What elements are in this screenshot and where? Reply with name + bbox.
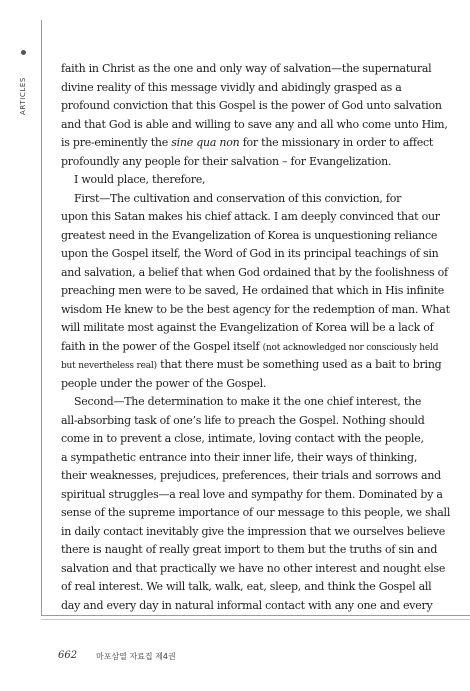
- page-frame-bottom-rule-light: [41, 619, 470, 620]
- text-line: will militate most against the Evangelization of Korea will be a lack of: [61, 321, 434, 334]
- text-line: people under the power of the Gospel.: [61, 376, 267, 390]
- text-line: [61, 338, 439, 357]
- text-line: preaching men were to be saved, He ordained that which in His infinite: [61, 284, 445, 297]
- text-line: profound conviction that this Gospel is the power of God unto salvation: [61, 99, 442, 112]
- text-line: sense of the supreme importance of our message to this people, we shall: [61, 506, 451, 519]
- text-line: faith in Christ as the one and only way of salvation—the supernatural: [61, 62, 432, 75]
- text-line: all-absorbing task of one’s life to preach the Gospel. Nothing should: [61, 413, 425, 427]
- text-line: Second—The determination to make it the one chief interest, the: [74, 395, 422, 408]
- text-line: spiritual struggles—a real love and sympathy for them. Dominated by a: [61, 487, 443, 501]
- text-line: wisdom He knew to be the best agency for the redemption of man. What: [61, 302, 450, 316]
- text-line: of real interest. We will talk, walk, eat, sleep, and think the Gospel all: [61, 580, 432, 593]
- text-line: First—The cultivation and conservation of this conviction, for: [74, 191, 402, 205]
- page-number: 662: [58, 650, 78, 661]
- small-print-phrase: but nevertheless real): [61, 361, 157, 371]
- text-line: divine reality of this message vividly and abidingly grasped as a: [61, 80, 402, 94]
- text-line: come in to prevent a close, intimate, loving contact with the people,: [61, 432, 424, 445]
- text-line: profoundly any people for their salvation – for Evangelization.: [61, 154, 392, 168]
- text-line: salvation and that practically we have no other interest and nought else: [61, 561, 446, 575]
- text-line: there is naught of really great import to them but the truths of sin and: [61, 543, 438, 556]
- text-line: a sympathetic entrance into their inner life, their ways of thinking,: [61, 450, 418, 464]
- book-title: 마포삼열 자료집 제4권: [96, 652, 176, 661]
- text-line: in daily contact inevitably give the impression that we ourselves believe: [61, 524, 446, 538]
- text-line: greatest need in the Evangelization of Korea is unquestioning reliance: [61, 228, 438, 242]
- section-bullet-icon: [21, 50, 26, 55]
- text-line: [61, 356, 442, 375]
- italic-phrase: sine qua non: [171, 136, 240, 149]
- text-line: day and every day in natural informal contact with any one and every: [61, 598, 433, 612]
- section-label: ARTICLES: [19, 77, 27, 115]
- text-line: and salvation, a belief that when God ordained that by the foolishness of: [61, 265, 448, 279]
- text-line: their weaknesses, prejudices, preferences, their trials and sorrows and: [61, 469, 441, 482]
- text-line: upon this Satan makes his chief attack. I am deeply convinced that our: [61, 210, 440, 223]
- article-body: [61, 60, 451, 615]
- page-frame-left-rule: [41, 20, 42, 616]
- text-run: faith in the power of the Gospel itself: [61, 339, 263, 353]
- text-line: and that God is able and willing to save any and all who come unto Him,: [61, 117, 448, 131]
- text-run: that there must be something used as a bait to bring: [156, 358, 442, 371]
- text-line: I would place, therefore,: [74, 173, 206, 186]
- text-run: for the missionary in order to affect: [239, 136, 434, 149]
- small-print-phrase: (not acknowledged nor consciously held: [262, 342, 439, 353]
- text-line: upon the Gospel itself, the Word of God in its principal teachings of sin: [61, 247, 439, 260]
- page-frame-bottom-rule: [41, 615, 470, 616]
- text-line: [61, 134, 434, 153]
- text-run: is pre-eminently the: [61, 136, 172, 149]
